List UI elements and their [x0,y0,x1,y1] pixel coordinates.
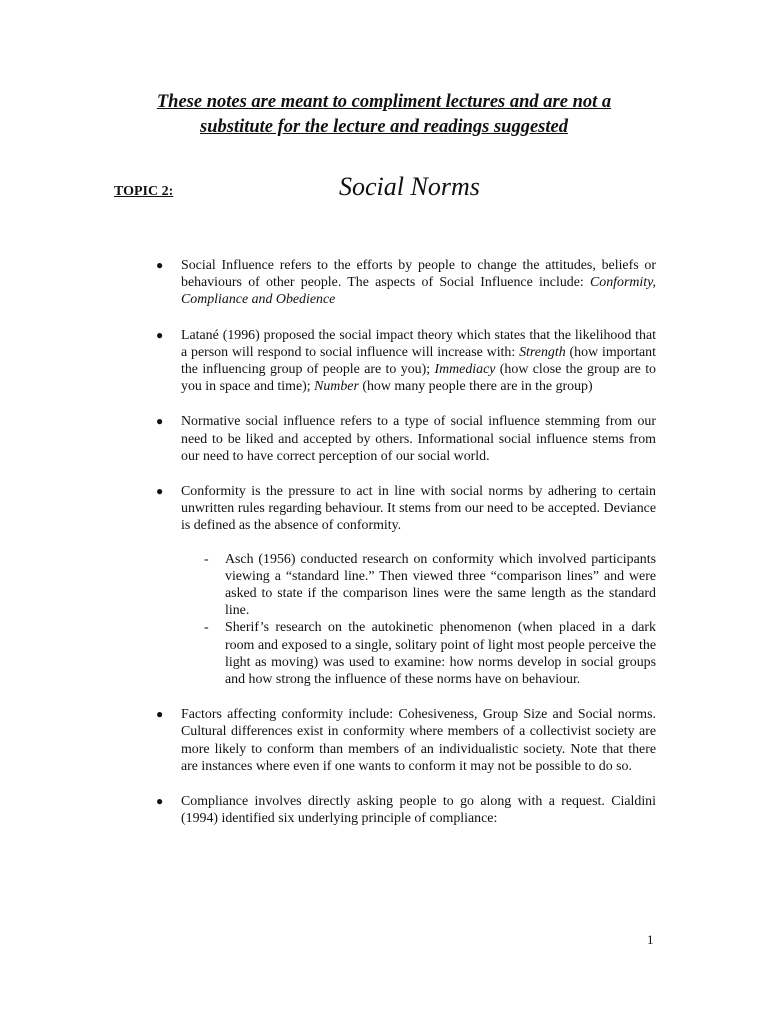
italic-term: Conformity, Compliance and Obedience [181,275,656,308]
italic-term: Immediacy [434,362,496,378]
bullet-text [181,483,656,535]
sub-item-text: Sherif’s research on the autokinetic phenomenon (when placed in a dark room and exposed to a single, solitary point of light most people perceive the light as moving) was used to examine: how norms develop in social groups and how strong the influence of these norms have on behaviour. [225,620,656,688]
dash-marker: - [204,551,209,567]
bullet-dot-icon: ● [156,707,164,722]
text-run: Factors affecting conformity include: Cohesiveness, Group Size and Social norms. Cultural differences exist in conformity where members of a collectivist society are more likely to conform than members of an individualistic society. Note that there are instances where even if one wants to conform it may not be possible to do so. [181,707,656,774]
bullet-text [181,257,656,309]
bullet-text [181,706,656,775]
bullet-item [156,257,656,309]
text-run: (how important the influencing group of people are to you); [181,344,656,378]
bullet-item [156,327,656,396]
italic-term: Number [314,379,359,395]
text-run: Conformity is the pressure to act in line with social norms by adhering to certain unwritten rules regarding behaviour. It stems from our need to be accepted. Deviance is defined as the absence of conformity. [181,484,656,534]
bullet-text [181,413,656,465]
page-number: 1 [647,932,654,947]
bullet-dot-icon: ● [156,327,164,342]
text-run: Latané (1996) proposed the social impact theory which states that the likelihood that a person will respond to social influence will increase with: [181,327,656,360]
sub-list-item [156,551,656,620]
sub-item-text: Asch (1956) conducted research on conformity which involved participants viewing a “standard line.” Then viewed three “comparison lines” and were asked to state if the comparison lines were the same length as the standard line. [225,551,656,619]
bullet-item [156,793,656,827]
italic-term: Strength [519,344,566,360]
text-run: (how many people there are in the group) [358,379,593,395]
page-title: Social Norms [339,172,480,201]
bullet-item [156,413,656,465]
text-run: Compliance involves directly asking people to go along with a request. Cialdini (1994) identified six underlying principle of compliance: [181,794,656,827]
bullet-item [156,483,656,688]
bullet-text [181,327,656,396]
bullet-item [156,706,656,775]
text-run: Social Influence refers to the efforts by people to change the attitudes, beliefs or behaviours of other people. The aspects of Social Influence include: [181,258,656,291]
bullet-text [181,793,656,827]
sub-list-item [156,619,656,688]
bullet-dot-icon: ● [156,414,164,429]
bullet-dot-icon: ● [156,258,164,272]
bullet-dot-icon: ● [156,794,164,809]
dash-marker: - [204,620,209,636]
sub-list [181,551,656,689]
disclaimer-line-2: substitute for the lecture and readings suggested [200,117,568,137]
bullet-dot-icon: ● [156,484,164,499]
text-run: Normative social influence refers to a type of social influence stemming from our need to be liked and accepted by others. Informational social influence stems from our need to have correct perception of our social world. [181,414,656,464]
text-run: (how close the group are to you in space and time); [181,362,656,395]
disclaimer-line-1: These notes are meant to compliment lectures and are not a [156,92,612,112]
bullet-list [156,257,656,845]
disclaimer-heading [0,90,768,140]
topic-label: TOPIC 2: [114,184,174,199]
